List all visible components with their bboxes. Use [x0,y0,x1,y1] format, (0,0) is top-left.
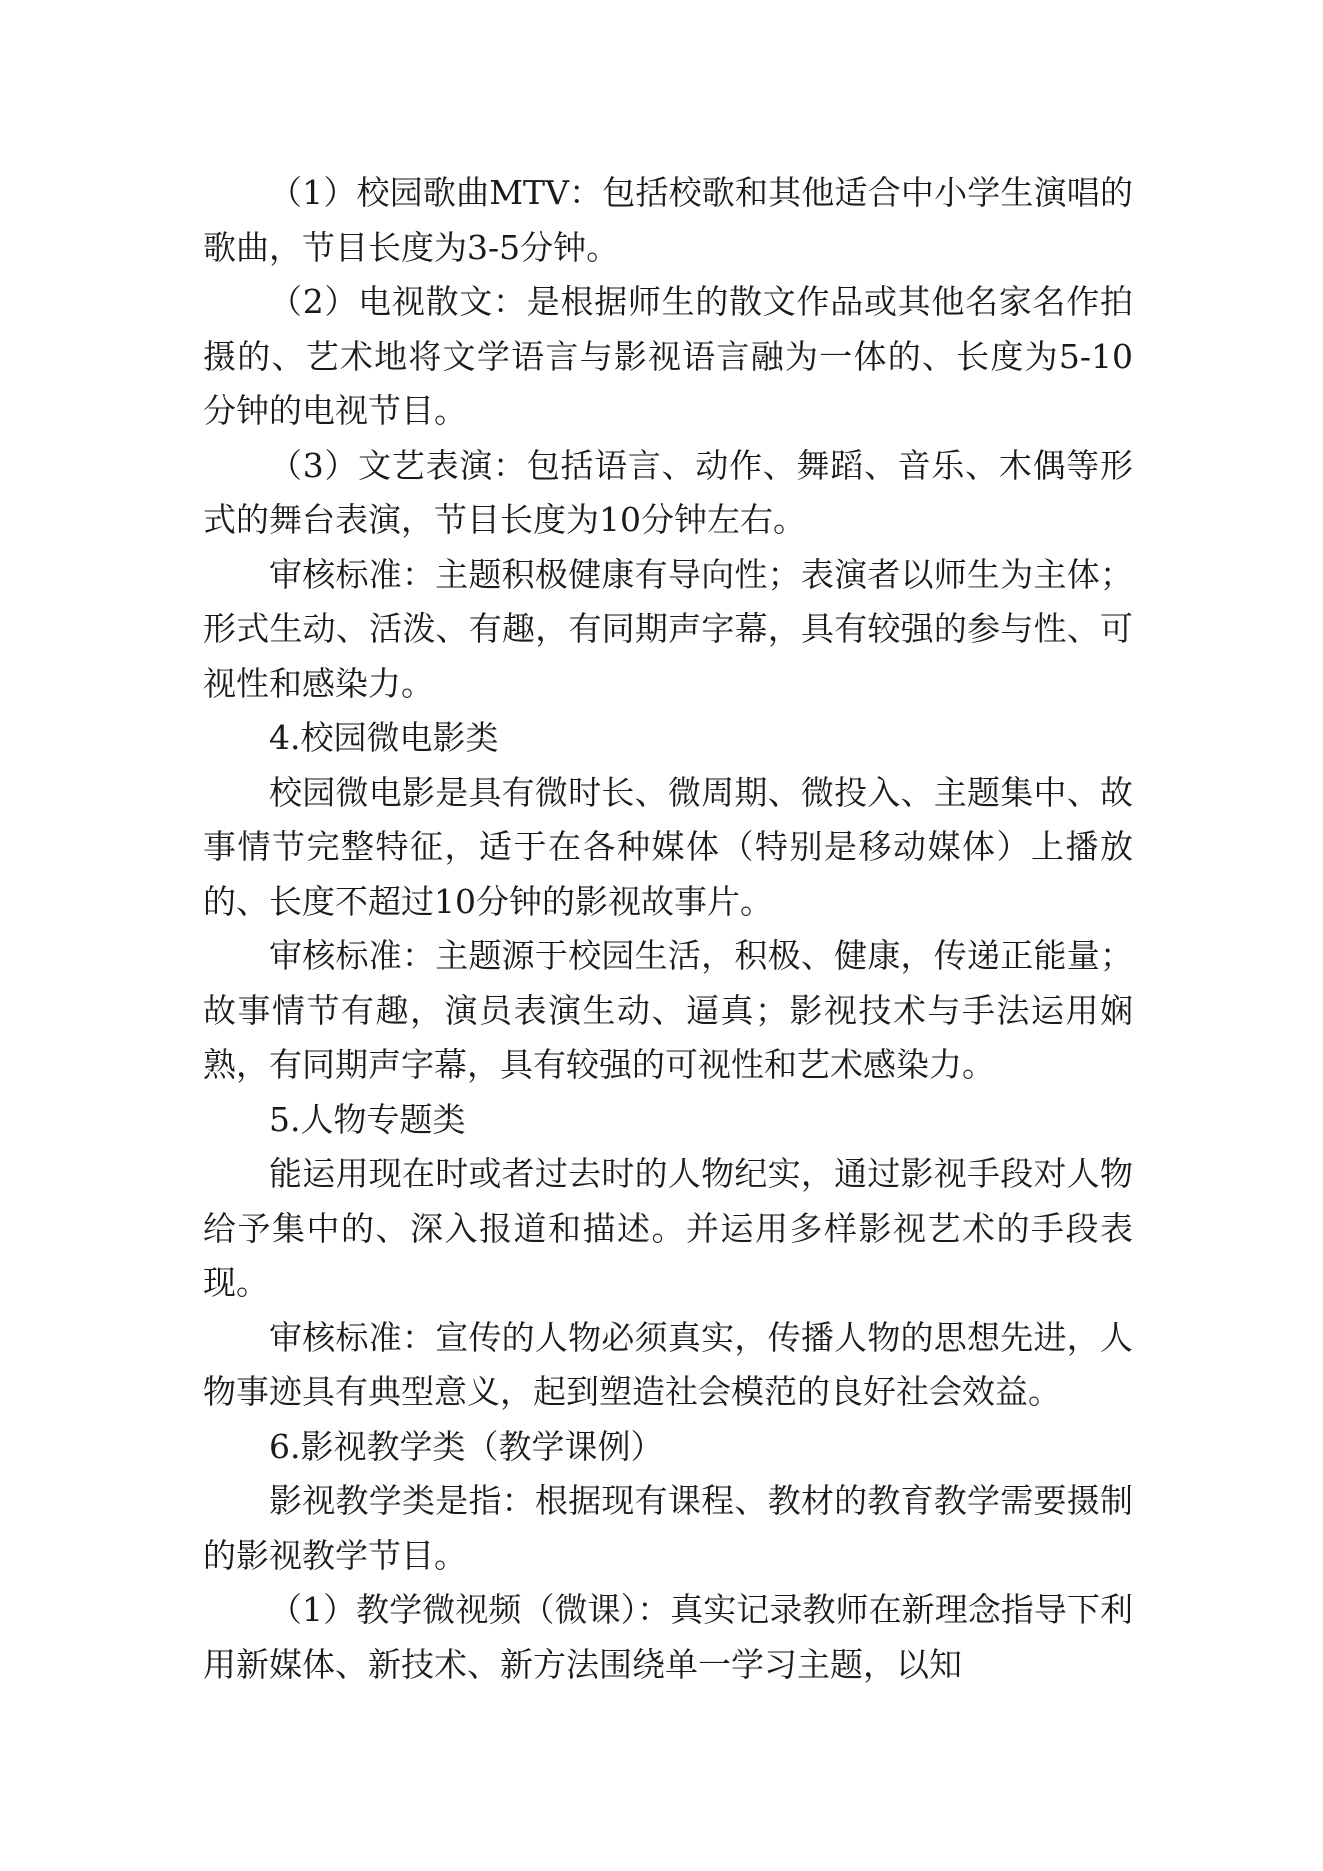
paragraph-art-performance: （3）文艺表演：包括语言、动作、舞蹈、音乐、木偶等形式的舞台表演，节目长度为10分钟左右。 [203,445,1133,539]
paragraph-person-feature-definition: 能运用现在时或者过去时的人物纪实，通过影视手段对人物给予集中的、深入报道和描述。并运用多样影视艺术的手段表现。 [203,1154,1133,1302]
paragraph-review-criteria-3: 审核标准：主题积极健康有导向性；表演者以师生为主体；形式生动、活泼、有趣，有同期声字幕，具有较强的参与性、可视性和感染力。 [203,554,1133,703]
section-heading-film-teaching: 6.影视教学类（教学课例） [269,1426,664,1466]
section-heading-person-feature: 5.人物专题类 [269,1099,466,1139]
paragraph-film-teaching-definition: 影视教学类是指：根据现有课程、教材的教育教学需要摄制的影视教学节目。 [203,1481,1133,1575]
paragraph-review-criteria-4: 审核标准：主题源于校园生活，积极、健康，传递正能量；故事情节有趣，演员表演生动、逼真；影视技术与手法运用娴熟，有同期声字幕，具有较强的可视性和艺术感染力。 [203,936,1133,1084]
section-heading-micro-film: 4.校园微电影类 [269,718,499,757]
paragraph-review-criteria-5: 审核标准：宣传的人物必须真实，传播人物的思想先进，人物事迹具有典型意义，起到塑造社会模范的良好社会效益。 [203,1317,1133,1411]
paragraph-micro-lesson: （1）教学微视频（微课）：真实记录教师在新理念指导下利用新媒体、新技术、新方法围绕单一学习主题，以知 [203,1590,1133,1684]
paragraph-school-song-mtv: （1）校园歌曲MTV：包括校歌和其他适合中小学生演唱的歌曲，节目长度为3-5分钟。 [203,173,1133,267]
document-body [203,166,1133,1692]
paragraph-tv-prose: （2）电视散文：是根据师生的散文作品或其他名家名作拍摄的、艺术地将文学语言与影视语言融为一体的、长度为5-10分钟的电视节目。 [203,282,1133,430]
paragraph-micro-film-definition: 校园微电影是具有微时长、微周期、微投入、主题集中、故事情节完整特征，适于在各种媒体（特别是移动媒体）上播放的、长度不超过10分钟的影视故事片。 [203,772,1133,921]
